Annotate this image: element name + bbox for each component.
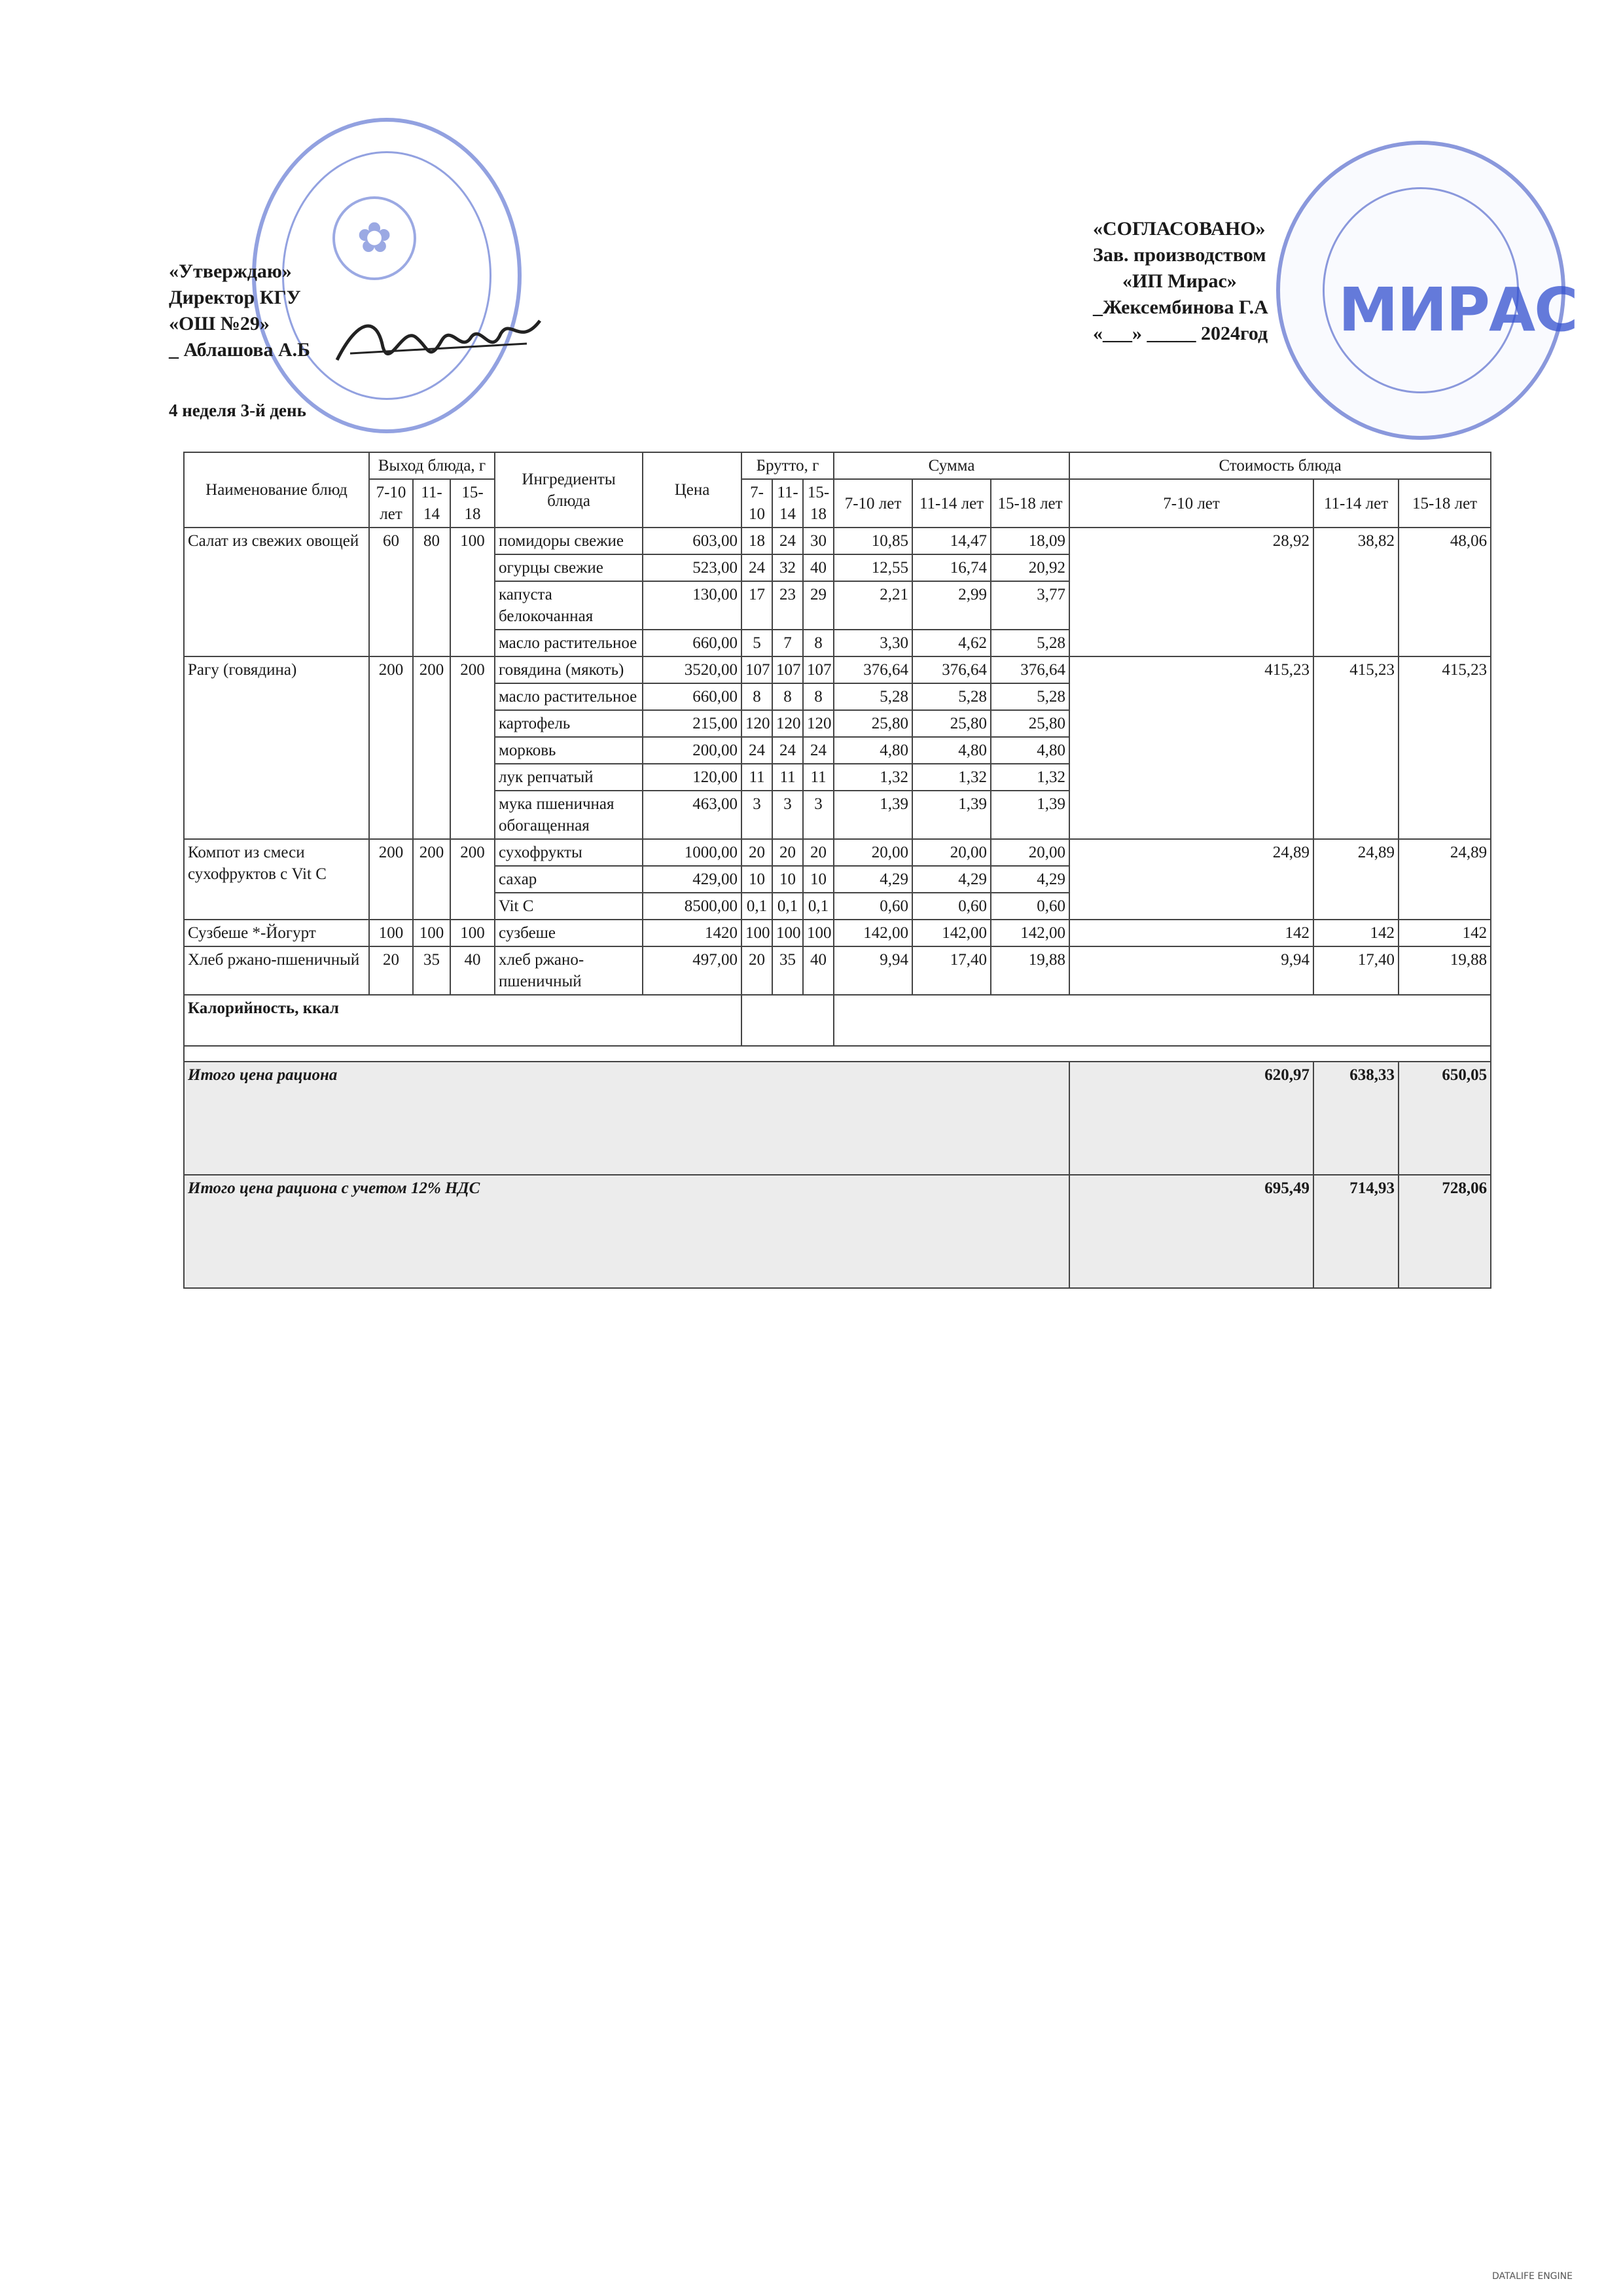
ingredient-brutto: 11 bbox=[772, 764, 803, 791]
ingredient-sum: 4,80 bbox=[991, 737, 1069, 764]
dish-output: 20 bbox=[369, 946, 413, 995]
col-output-header: Выход блюда, г bbox=[369, 452, 495, 479]
ingredient-brutto: 20 bbox=[741, 839, 772, 866]
ingredient-sum: 20,00 bbox=[991, 839, 1069, 866]
ingredient-price: 3520,00 bbox=[643, 656, 741, 683]
dish-cost: 415,23 bbox=[1313, 656, 1399, 839]
ingredient-name: лук репчатый bbox=[495, 764, 643, 791]
age-header: 7-10 bbox=[741, 479, 772, 528]
dish-cost: 38,82 bbox=[1313, 528, 1399, 656]
dish-output: 40 bbox=[450, 946, 495, 995]
ingredient-brutto: 107 bbox=[772, 656, 803, 683]
age-header: 11-14 лет bbox=[912, 479, 991, 528]
total-vat-value: 695,49 bbox=[1069, 1175, 1313, 1288]
calories-label: Калорийность, ккал bbox=[184, 995, 741, 1046]
ingredient-name: сухофрукты bbox=[495, 839, 643, 866]
ingredient-brutto: 10 bbox=[741, 866, 772, 893]
ingredient-sum: 4,80 bbox=[912, 737, 991, 764]
col-price-header: Цена bbox=[643, 452, 741, 528]
ingredient-brutto: 3 bbox=[741, 791, 772, 839]
col-cost-header: Стоимость блюда bbox=[1069, 452, 1491, 479]
ingredient-brutto: 120 bbox=[741, 710, 772, 737]
ingredient-price: 1420 bbox=[643, 920, 741, 946]
ingredient-brutto: 35 bbox=[772, 946, 803, 995]
ingredient-price: 660,00 bbox=[643, 683, 741, 710]
col-ingredients-header: Ингредиенты блюда bbox=[495, 452, 643, 528]
ingredient-sum: 2,21 bbox=[834, 581, 912, 630]
dish-cost: 17,40 bbox=[1313, 946, 1399, 995]
ingredient-brutto: 100 bbox=[772, 920, 803, 946]
table-row bbox=[184, 528, 1491, 554]
ingredient-sum: 18,09 bbox=[991, 528, 1069, 554]
ingredient-brutto: 24 bbox=[772, 528, 803, 554]
approve-label: «Утверждаю» bbox=[169, 260, 292, 282]
ingredient-price: 660,00 bbox=[643, 630, 741, 656]
ingredient-sum: 0,60 bbox=[834, 893, 912, 920]
ingredient-sum: 25,80 bbox=[834, 710, 912, 737]
ingredient-brutto: 18 bbox=[741, 528, 772, 554]
ingredient-sum: 1,39 bbox=[991, 791, 1069, 839]
ingredient-brutto: 24 bbox=[772, 737, 803, 764]
ingredient-brutto: 24 bbox=[803, 737, 834, 764]
ingredient-brutto: 10 bbox=[803, 866, 834, 893]
total-row bbox=[184, 1062, 1491, 1175]
ingredient-sum: 376,64 bbox=[834, 656, 912, 683]
ingredient-brutto: 120 bbox=[772, 710, 803, 737]
dish-cost: 415,23 bbox=[1069, 656, 1313, 839]
dish-output: 200 bbox=[413, 656, 450, 839]
ingredient-brutto: 32 bbox=[772, 554, 803, 581]
ingredient-brutto: 24 bbox=[741, 737, 772, 764]
ingredient-sum: 17,40 bbox=[912, 946, 991, 995]
emblem-seal-icon: ✿ bbox=[332, 196, 416, 280]
company-label: «ИП Мирас» bbox=[1122, 270, 1237, 292]
ingredient-sum: 0,60 bbox=[991, 893, 1069, 920]
dish-output: 80 bbox=[413, 528, 450, 656]
ingredient-sum: 20,92 bbox=[991, 554, 1069, 581]
ingredient-price: 8500,00 bbox=[643, 893, 741, 920]
age-header: 11-14 лет bbox=[1313, 479, 1399, 528]
ingredient-brutto: 8 bbox=[803, 630, 834, 656]
age-header: 15-18 лет bbox=[1399, 479, 1491, 528]
director-name: _ Аблашова А.Б bbox=[169, 339, 311, 361]
ingredient-price: 429,00 bbox=[643, 866, 741, 893]
age-header: 15-18 bbox=[803, 479, 834, 528]
total-vat-value: 714,93 bbox=[1313, 1175, 1399, 1288]
ingredient-brutto: 3 bbox=[772, 791, 803, 839]
week-day-label: 4 неделя 3-й день bbox=[169, 401, 306, 420]
ingredient-sum: 3,30 bbox=[834, 630, 912, 656]
ingredient-sum: 4,80 bbox=[834, 737, 912, 764]
ingredient-sum: 19,88 bbox=[991, 946, 1069, 995]
position-label: Зав. производством bbox=[1093, 244, 1266, 266]
ingredient-price: 463,00 bbox=[643, 791, 741, 839]
agreed-label: «СОГЛАСОВАНО» bbox=[1093, 218, 1266, 240]
ingredient-brutto: 11 bbox=[803, 764, 834, 791]
ingredient-brutto: 0,1 bbox=[741, 893, 772, 920]
dish-cost: 19,88 bbox=[1399, 946, 1491, 995]
ingredient-name: сузбеше bbox=[495, 920, 643, 946]
ingredient-name: масло растительное bbox=[495, 630, 643, 656]
dish-output: 100 bbox=[450, 528, 495, 656]
ingredient-sum: 376,64 bbox=[991, 656, 1069, 683]
calories-row bbox=[184, 995, 1491, 1046]
ingredient-brutto: 40 bbox=[803, 554, 834, 581]
ingredient-brutto: 5 bbox=[741, 630, 772, 656]
ingredient-name: картофель bbox=[495, 710, 643, 737]
dish-cost: 142 bbox=[1069, 920, 1313, 946]
dish-cost: 24,89 bbox=[1399, 839, 1491, 920]
ingredient-sum: 10,85 bbox=[834, 528, 912, 554]
age-header: 7-10 лет bbox=[1069, 479, 1313, 528]
dish-cost: 9,94 bbox=[1069, 946, 1313, 995]
total-value: 638,33 bbox=[1313, 1062, 1399, 1175]
agreement-block bbox=[1093, 216, 1268, 347]
dish-output: 200 bbox=[413, 839, 450, 920]
ingredient-brutto: 107 bbox=[803, 656, 834, 683]
table-row bbox=[184, 920, 1491, 946]
dish-cost: 24,89 bbox=[1313, 839, 1399, 920]
table-row bbox=[184, 656, 1491, 683]
ingredient-brutto: 3 bbox=[803, 791, 834, 839]
ingredient-brutto: 100 bbox=[803, 920, 834, 946]
menu-table bbox=[183, 452, 1491, 1289]
col-name-header: Наименование блюд bbox=[184, 452, 369, 528]
ingredient-sum: 1,32 bbox=[991, 764, 1069, 791]
ingredient-price: 130,00 bbox=[643, 581, 741, 630]
dish-output: 200 bbox=[369, 656, 413, 839]
col-sum-header: Сумма bbox=[834, 452, 1069, 479]
ingredient-brutto: 100 bbox=[741, 920, 772, 946]
ingredient-sum: 142,00 bbox=[834, 920, 912, 946]
ingredient-sum: 4,29 bbox=[834, 866, 912, 893]
ingredient-sum: 20,00 bbox=[834, 839, 912, 866]
ingredient-price: 1000,00 bbox=[643, 839, 741, 866]
ingredient-name: мука пшеничная обогащенная bbox=[495, 791, 643, 839]
dish-cost: 48,06 bbox=[1399, 528, 1491, 656]
director-signature bbox=[330, 308, 546, 380]
age-header: 15-18 лет bbox=[991, 479, 1069, 528]
table-subheader-row bbox=[184, 479, 1491, 528]
ingredient-brutto: 20 bbox=[772, 839, 803, 866]
ingredient-price: 215,00 bbox=[643, 710, 741, 737]
dish-output: 35 bbox=[413, 946, 450, 995]
ingredient-brutto: 0,1 bbox=[772, 893, 803, 920]
ingredient-price: 120,00 bbox=[643, 764, 741, 791]
dish-cost: 142 bbox=[1399, 920, 1491, 946]
ingredient-sum: 1,39 bbox=[912, 791, 991, 839]
ingredient-name: сахар bbox=[495, 866, 643, 893]
ingredient-brutto: 23 bbox=[772, 581, 803, 630]
company-stamp-mark: МИРАС bbox=[1338, 275, 1577, 345]
ingredient-brutto: 20 bbox=[803, 839, 834, 866]
ingredient-brutto: 24 bbox=[741, 554, 772, 581]
ingredient-sum: 3,77 bbox=[991, 581, 1069, 630]
dish-cost: 24,89 bbox=[1069, 839, 1313, 920]
ingredient-brutto: 40 bbox=[803, 946, 834, 995]
ingredient-brutto: 29 bbox=[803, 581, 834, 630]
ingredient-brutto: 8 bbox=[772, 683, 803, 710]
ingredient-price: 200,00 bbox=[643, 737, 741, 764]
ingredient-sum: 142,00 bbox=[912, 920, 991, 946]
ingredient-name: огурцы свежие bbox=[495, 554, 643, 581]
ingredient-sum: 25,80 bbox=[912, 710, 991, 737]
ingredient-brutto: 8 bbox=[741, 683, 772, 710]
ingredient-brutto: 8 bbox=[803, 683, 834, 710]
ingredient-name: хлеб ржано-пшеничный bbox=[495, 946, 643, 995]
spacer-row bbox=[184, 1046, 1491, 1062]
director-label: Директор КГУ bbox=[169, 287, 301, 308]
total-vat-label: Итого цена рациона с учетом 12% НДС bbox=[184, 1175, 1069, 1288]
dish-output: 100 bbox=[369, 920, 413, 946]
ingredient-brutto: 20 bbox=[741, 946, 772, 995]
dish-name: Сузбеше *-Йогурт bbox=[184, 920, 369, 946]
age-header: 11-14 bbox=[413, 479, 450, 528]
dish-cost: 142 bbox=[1313, 920, 1399, 946]
ingredient-sum: 2,99 bbox=[912, 581, 991, 630]
dish-output: 100 bbox=[450, 920, 495, 946]
ingredient-sum: 5,28 bbox=[912, 683, 991, 710]
ingredient-sum: 20,00 bbox=[912, 839, 991, 866]
ingredient-sum: 5,28 bbox=[991, 630, 1069, 656]
dish-name: Хлеб ржано-пшеничный bbox=[184, 946, 369, 995]
total-value: 650,05 bbox=[1399, 1062, 1491, 1175]
ingredient-name: говядина (мякоть) bbox=[495, 656, 643, 683]
total-vat-row bbox=[184, 1175, 1491, 1288]
total-vat-value: 728,06 bbox=[1399, 1175, 1491, 1288]
manager-name: _Жексембинова Г.А bbox=[1093, 296, 1268, 318]
table-row bbox=[184, 946, 1491, 995]
ingredient-sum: 12,55 bbox=[834, 554, 912, 581]
ingredient-name: капуста белокочанная bbox=[495, 581, 643, 630]
ingredient-price: 603,00 bbox=[643, 528, 741, 554]
ingredient-sum: 16,74 bbox=[912, 554, 991, 581]
age-header: 7-10 лет bbox=[834, 479, 912, 528]
ingredient-sum: 5,28 bbox=[991, 683, 1069, 710]
age-header: 7-10 лет bbox=[369, 479, 413, 528]
dish-cost: 28,92 bbox=[1069, 528, 1313, 656]
age-header: 11-14 bbox=[772, 479, 803, 528]
ingredient-sum: 25,80 bbox=[991, 710, 1069, 737]
school-label: «ОШ №29» bbox=[169, 313, 270, 334]
agreement-date: «___» _____ 2024год bbox=[1093, 323, 1268, 344]
ingredient-name: помидоры свежие bbox=[495, 528, 643, 554]
dish-output: 60 bbox=[369, 528, 413, 656]
ingredient-sum: 4,62 bbox=[912, 630, 991, 656]
ingredient-brutto: 30 bbox=[803, 528, 834, 554]
ingredient-sum: 142,00 bbox=[991, 920, 1069, 946]
ingredient-brutto: 107 bbox=[741, 656, 772, 683]
total-value: 620,97 bbox=[1069, 1062, 1313, 1175]
footer-brand: DATALIFE ENGINE bbox=[1492, 2271, 1573, 2282]
total-label: Итого цена рациона bbox=[184, 1062, 1069, 1175]
dish-output: 100 bbox=[413, 920, 450, 946]
ingredient-name: масло растительное bbox=[495, 683, 643, 710]
ingredient-sum: 1,32 bbox=[912, 764, 991, 791]
col-brutto-header: Брутто, г bbox=[741, 452, 834, 479]
dish-cost: 415,23 bbox=[1399, 656, 1491, 839]
age-header: 15-18 bbox=[450, 479, 495, 528]
ingredient-sum: 4,29 bbox=[991, 866, 1069, 893]
ingredient-brutto: 11 bbox=[741, 764, 772, 791]
ingredient-brutto: 7 bbox=[772, 630, 803, 656]
ingredient-sum: 5,28 bbox=[834, 683, 912, 710]
ingredient-sum: 4,29 bbox=[912, 866, 991, 893]
ingredient-brutto: 10 bbox=[772, 866, 803, 893]
dish-output: 200 bbox=[450, 839, 495, 920]
dish-output: 200 bbox=[450, 656, 495, 839]
dish-name: Компот из смеси сухофруктов с Vit C bbox=[184, 839, 369, 920]
ingredient-sum: 376,64 bbox=[912, 656, 991, 683]
ingredient-sum: 0,60 bbox=[912, 893, 991, 920]
table-row bbox=[184, 839, 1491, 866]
ingredient-brutto: 0,1 bbox=[803, 893, 834, 920]
ingredient-brutto: 120 bbox=[803, 710, 834, 737]
ingredient-sum: 9,94 bbox=[834, 946, 912, 995]
dish-name: Салат из свежих овощей bbox=[184, 528, 369, 656]
ingredient-sum: 1,32 bbox=[834, 764, 912, 791]
table-header-row bbox=[184, 452, 1491, 479]
ingredient-brutto: 17 bbox=[741, 581, 772, 630]
dish-output: 200 bbox=[369, 839, 413, 920]
ingredient-sum: 1,39 bbox=[834, 791, 912, 839]
ingredient-name: морковь bbox=[495, 737, 643, 764]
ingredient-sum: 14,47 bbox=[912, 528, 991, 554]
dish-name: Рагу (говядина) bbox=[184, 656, 369, 839]
approval-block bbox=[169, 259, 310, 363]
ingredient-price: 523,00 bbox=[643, 554, 741, 581]
ingredient-price: 497,00 bbox=[643, 946, 741, 995]
ingredient-name: Vit C bbox=[495, 893, 643, 920]
